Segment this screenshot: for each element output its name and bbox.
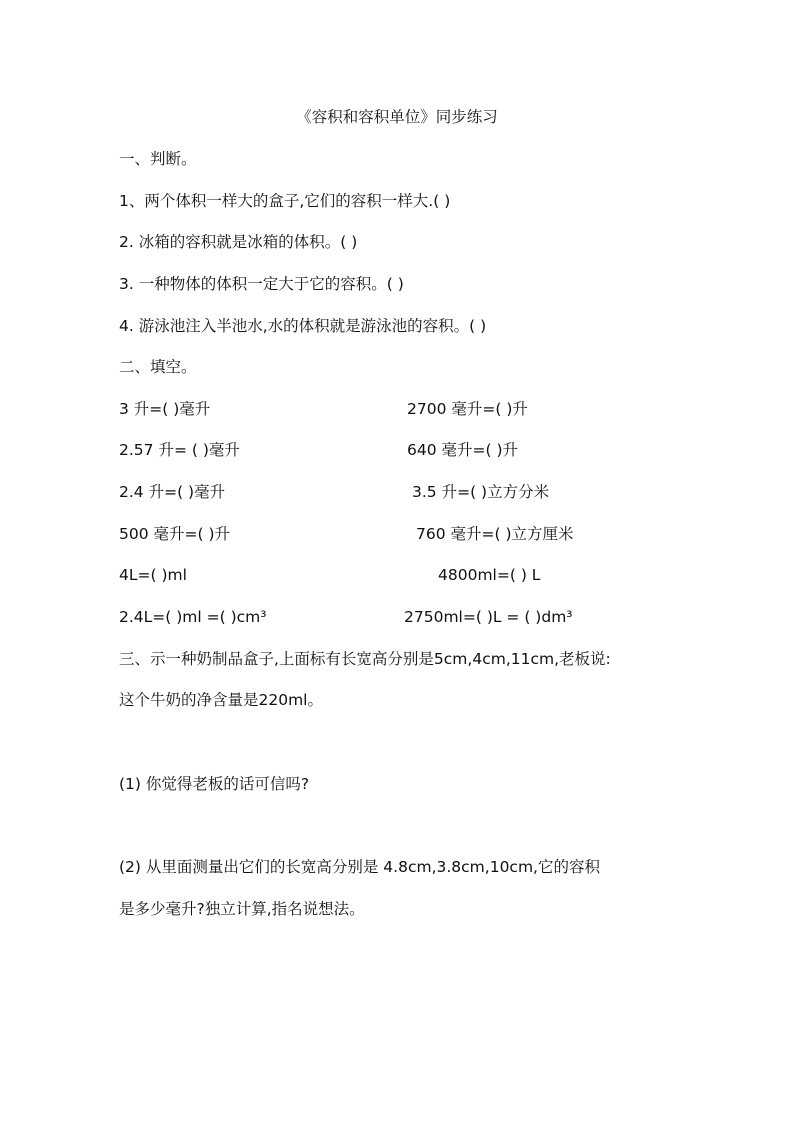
question-2-line-1: (2) 从里面测量出它们的长宽高分别是 4.8cm,3.8cm,10cm,它的容积: [119, 858, 600, 876]
fill-row-6-left: 2.4L=( )ml =( )cm³: [119, 608, 267, 626]
judge-item-1: 1、两个体积一样大的盒子,它们的容积一样大.( ): [119, 192, 451, 210]
fill-row-1-right: 2700 毫升=( )升: [407, 400, 528, 418]
judge-item-3: 3. 一种物体的体积一定大于它的容积。( ): [119, 275, 404, 293]
page-title: 《容积和容积单位》同步练习: [296, 108, 498, 126]
fill-row-1-left: 3 升=( )毫升: [119, 400, 211, 418]
fill-row-5-left: 4L=( )ml: [119, 566, 187, 584]
fill-row-3-right: 3.5 升=( )立方分米: [412, 483, 550, 501]
question-2-line-2: 是多少毫升?独立计算,指名说想法。: [119, 900, 365, 918]
judge-item-2: 2. 冰箱的容积就是冰箱的体积。( ): [119, 233, 358, 251]
fill-row-5-right: 4800ml=( ) L: [438, 566, 541, 584]
fill-row-4-right: 760 毫升=( )立方厘米: [416, 525, 574, 543]
fill-row-6-right: 2750ml=( )L = ( )dm³: [404, 608, 573, 626]
section3-line-1: 三、示一种奶制品盒子,上面标有长宽高分别是5cm,4cm,11cm,老板说:: [119, 650, 611, 668]
section2-heading: 二、填空。: [119, 358, 197, 376]
fill-row-4-left: 500 毫升=( )升: [119, 525, 231, 543]
fill-row-2-left: 2.57 升= ( )毫升: [119, 441, 240, 459]
section3-line-2: 这个牛奶的净含量是220ml。: [119, 691, 323, 709]
fill-row-3-left: 2.4 升=( )毫升: [119, 483, 226, 501]
judge-item-4: 4. 游泳池注入半池水,水的体积就是游泳池的容积。( ): [119, 317, 487, 335]
question-1: (1) 你觉得老板的话可信吗?: [119, 775, 310, 793]
section1-heading: 一、判断。: [119, 150, 197, 168]
fill-row-2-right: 640 毫升=( )升: [407, 441, 519, 459]
